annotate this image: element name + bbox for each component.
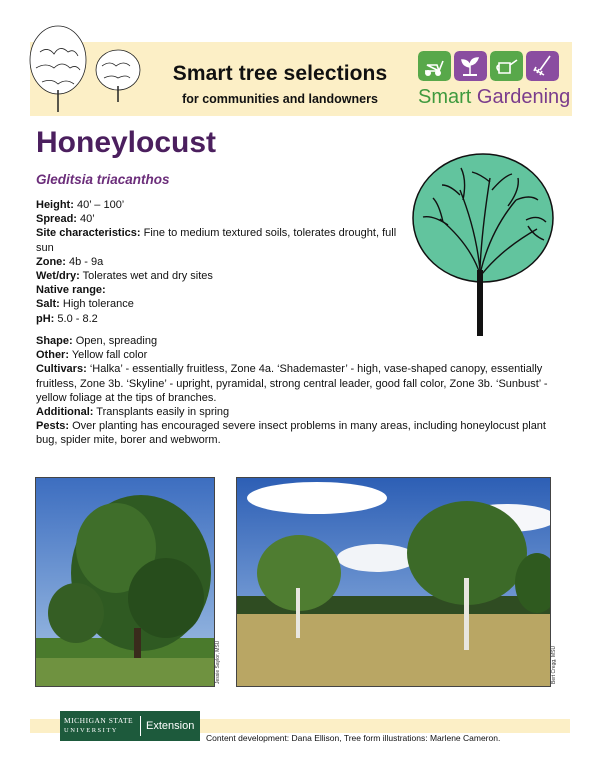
fact-cultivars: Cultivars: ‘Halka’ - essentially fruitless, Zone 4a. ‘Shademaster’ - high, vase-shaped canopy, essentially fruitless, Zone 3b. ‘Skyline’ - upright, pyramidal, strong central leader, good fall color, Zone 3b. ‘Sunbust’ - yellow foliage at the tips of branches. xyxy=(36,363,548,404)
msu-name-line2: UNIVERSITY xyxy=(64,727,118,734)
rake-icon xyxy=(526,51,559,81)
fact-height: Height: 40’ – 100’ xyxy=(36,199,125,211)
msu-extension-label: Extension xyxy=(146,720,195,732)
tree-sketch-icon xyxy=(26,22,146,114)
smart-gardening-logo xyxy=(418,86,570,109)
smart-gardening-icons xyxy=(418,51,559,81)
fact-shape: Shape: Open, spreading xyxy=(36,335,158,347)
photo-credit-2: Bert Cregg, MSU xyxy=(551,645,557,684)
fact-native-range: Native range: xyxy=(36,284,106,297)
fact-wet-dry: Wet/dry: Tolerates wet and dry sites xyxy=(36,270,213,283)
fact-other: Other: Yellow fall color xyxy=(36,349,148,362)
fact-zone: Zone: 4b - 9a xyxy=(36,255,104,268)
fact-additional: Additional: Transplants easily in spring xyxy=(36,406,230,419)
species-common-name: Honeylocust xyxy=(36,126,217,159)
lawnmower-icon xyxy=(418,51,451,81)
msu-name-line1: MICHIGAN STATE xyxy=(64,716,134,725)
fact-ph: pH: 5.0 - 8.2 xyxy=(36,312,98,325)
brand-gardening: Gardening xyxy=(476,86,571,108)
photo-tree-closeup xyxy=(35,477,215,687)
species-scientific-name: Gleditsia triacanthos xyxy=(36,172,170,187)
banner-subtitle: for communities and landowners xyxy=(182,92,378,106)
facts-list xyxy=(36,198,416,326)
facts-list-2 xyxy=(36,334,561,448)
msu-extension-logo xyxy=(60,711,200,741)
photo-trees-field xyxy=(236,477,551,687)
banner-title: Smart tree selections xyxy=(172,62,388,85)
fact-spread: Spread: 40’ xyxy=(36,213,95,226)
brand-smart: Smart xyxy=(418,86,472,108)
logo-divider xyxy=(140,716,141,736)
photo-credit-1: Jessie Saylor, MSU xyxy=(215,640,221,684)
content-credits: Content development: Dana Ellison, Tree form illustrations: Marlene Cameron. xyxy=(206,733,501,743)
fact-site: Site characteristics: Fine to medium textured soils, tolerates drought, full sun xyxy=(36,227,397,254)
tree-form-illustration xyxy=(408,150,558,338)
fact-salt: Salt: High tolerance xyxy=(36,298,134,311)
fact-pests: Pests: Over planting has encouraged severe insect problems in many areas, including honeylocust plant bug, spider mite, borer and webworm. xyxy=(36,420,546,447)
seedling-icon xyxy=(454,51,487,81)
watering-can-icon xyxy=(490,51,523,81)
